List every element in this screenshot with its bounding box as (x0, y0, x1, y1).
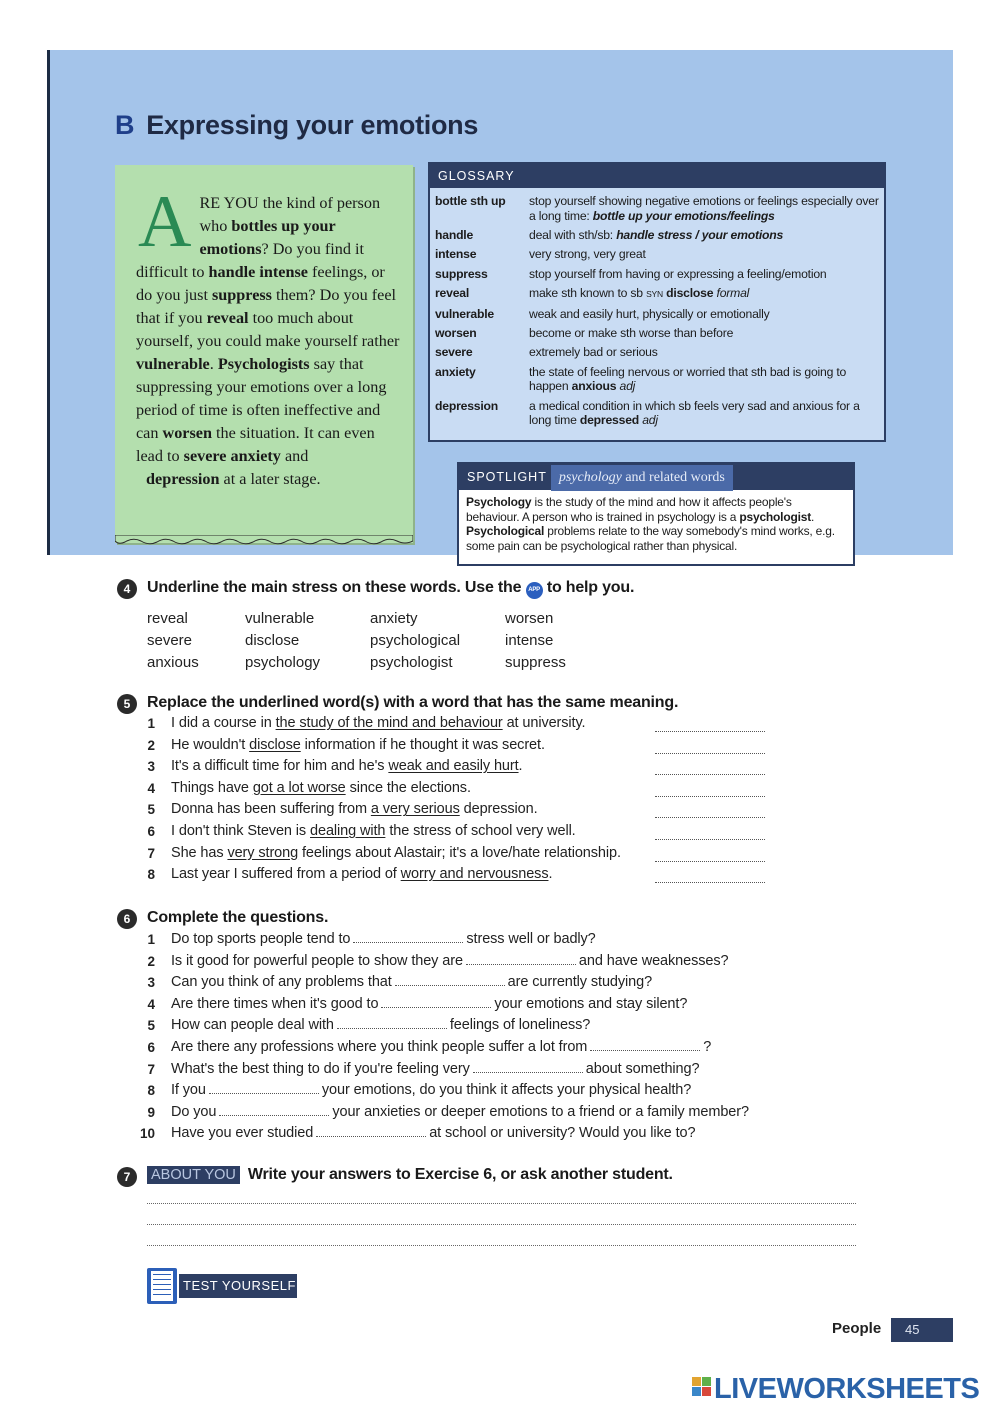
sentence-text: She has (171, 844, 228, 861)
exercise-5-sentence (171, 780, 471, 796)
exercise-7-title-text: Write your answers to Exercise 6, or ask another student. (247, 1166, 673, 1183)
exercise-5-item-number: 5 (147, 802, 155, 818)
article-text: and (280, 447, 309, 465)
exercise-6-question (171, 996, 687, 1012)
question-text: your emotions, do you think it affects your physical health? (321, 1082, 692, 1099)
stress-word[interactable]: worsen (505, 610, 554, 627)
answer-blank[interactable] (655, 839, 765, 840)
article-text: RE YOU the kind of person who (199, 194, 381, 235)
question-text: Are there any professions where you think people suffer a lot from (171, 1039, 588, 1055)
spotlight-subtitle (551, 465, 733, 491)
sentence-text: feelings about Alastair; it's a love/hate relationship. (298, 844, 621, 861)
spotlight-body (459, 490, 853, 553)
question-text: at school or university? Would you like to? (429, 1125, 696, 1142)
sentence-text: information if he thought it was secret. (300, 736, 545, 753)
glossary-definition-text: very strong, very great (529, 247, 646, 262)
answer-blank[interactable] (655, 861, 765, 862)
article-keyword: reveal (206, 309, 249, 327)
exercise-6-item-number: 9 (147, 1104, 155, 1120)
glossary-definition-text: stop yourself from having or expressing a feeling/emotion (529, 266, 827, 281)
answer-blank[interactable] (395, 976, 505, 986)
exercise-4-title-a: Underline the main stress on these words. Use the (147, 579, 522, 596)
question-text: are currently studying? (507, 974, 653, 991)
article-tail-text: at a later stage. (219, 470, 321, 488)
stress-word[interactable]: psychological (370, 632, 461, 649)
article-keyword: handle intense (208, 263, 308, 281)
section-letter: B (115, 110, 135, 140)
exercise-5-sentence (171, 737, 545, 753)
exercise-4-title (147, 579, 634, 599)
glossary-definition (529, 399, 884, 433)
glossary-entry (435, 194, 884, 228)
intro-article (115, 165, 413, 543)
exercise-7-number: 7 (117, 1167, 137, 1187)
question-text: How can people deal with (171, 1017, 334, 1034)
glossary-definition-text: deal with sth/sb: (529, 227, 617, 242)
glossary-entry (435, 286, 884, 306)
exercise-6-question (171, 1125, 695, 1141)
glossary-term: suppress (435, 266, 488, 281)
underlined-phrase: the study of the mind and behaviour (275, 715, 503, 731)
app-icon[interactable]: APP (526, 582, 543, 599)
stress-word[interactable]: psychology (245, 654, 321, 671)
glossary-definition (529, 228, 884, 247)
exercise-5-sentence (171, 823, 576, 839)
exercise-6-question (171, 1017, 590, 1033)
sentence-text: depression. (459, 801, 538, 818)
spotlight-keyword: Psychology (466, 495, 532, 509)
spotlight-keyword: Psychological (466, 524, 545, 538)
exercise-5-item-number: 3 (147, 759, 155, 775)
spotlight-text: problems relate to the way somebody's mind works, e.g. some pain can be psychological rather than physical. (466, 524, 835, 553)
exercise-5-item-number: 7 (147, 845, 155, 861)
glossary-related-word: anxious (571, 379, 617, 394)
stress-word[interactable]: intense (505, 632, 554, 649)
answer-line-1[interactable] (147, 1203, 856, 1204)
glossary-definition (529, 326, 884, 345)
exercise-4-number: 4 (117, 579, 137, 599)
glossary-entry (435, 267, 884, 286)
sentence-text: I did a course in (171, 715, 276, 731)
underlined-phrase: dealing with (310, 823, 386, 839)
glossary-box (428, 162, 886, 442)
answer-blank[interactable] (381, 998, 491, 1008)
answer-blank[interactable] (209, 1084, 319, 1094)
exercise-6-item-number: 2 (147, 953, 155, 969)
underlined-phrase: weak and easily hurt (388, 758, 519, 775)
exercise-5-item-number: 1 (147, 716, 155, 731)
exercise-6-title: Complete the questions. (147, 909, 329, 926)
glossary-entry (435, 365, 884, 399)
article-keyword: Psychologists (217, 355, 310, 373)
question-text: your anxieties or deeper emotions to a friend or a family member? (332, 1103, 749, 1120)
question-text: Is it good for powerful people to show they are (171, 952, 463, 969)
liveworksheets-wordmark: LIVEWORKSHEETS (714, 1373, 980, 1405)
article-torn-edge (115, 535, 413, 549)
article-text: them? Do you feel that if you (136, 286, 397, 327)
exercise-6-question (171, 1104, 749, 1120)
test-yourself-label: TEST YOURSELF (179, 1274, 297, 1298)
underlined-phrase: very strong (227, 844, 299, 861)
exercise-6-question (171, 953, 728, 969)
article-text: say that suppressing your emotions over a long period of time is often ineffective and can (136, 355, 387, 442)
glossary-definition (529, 307, 884, 326)
question-text: If you (171, 1082, 206, 1099)
underlined-phrase: worry and nervousness (400, 866, 549, 883)
glossary-definition (529, 286, 884, 306)
glossary-heading: GLOSSARY (430, 164, 884, 188)
glossary-note: adj (619, 379, 636, 394)
glossary-definition-text: a medical condition in which sb feels very sad and anxious for a long time (529, 398, 860, 428)
spotlight-subtitle-italic: psychology (558, 470, 622, 485)
question-text: about something? (585, 1060, 700, 1077)
question-text: and have weaknesses? (578, 952, 729, 969)
article-keyword: suppress (212, 286, 272, 304)
exercise-6-question (171, 1061, 699, 1077)
answer-blank[interactable] (655, 753, 765, 754)
glossary-entry (435, 399, 884, 433)
exercise-6-question (171, 1039, 711, 1055)
answer-blank[interactable] (337, 1019, 447, 1029)
glossary-related-word: disclose (666, 286, 714, 301)
exercise-5-sentence (171, 801, 538, 817)
underlined-phrase: a very serious (370, 801, 460, 818)
glossary-example: bottle up your emotions/feelings (592, 208, 775, 223)
glossary-definition (529, 267, 884, 286)
glossary-definition-text: extremely bad or serious (529, 345, 658, 360)
article-text: feelings, or do you just (136, 263, 385, 304)
answer-blank[interactable] (466, 955, 576, 965)
glossary-note: adj (642, 413, 658, 428)
sentence-text: the stress of school very well. (385, 823, 576, 839)
stress-word[interactable]: suppress (505, 654, 566, 671)
exercise-5-title: Replace the underlined word(s) with a word that has the same meaning. (147, 694, 679, 711)
stress-word[interactable]: reveal (147, 610, 188, 627)
glossary-table (435, 194, 884, 433)
stress-word[interactable]: anxiety (370, 610, 418, 627)
exercise-5-item-number: 6 (147, 824, 155, 839)
section-title-text: Expressing your emotions (146, 110, 479, 140)
answer-blank[interactable] (655, 796, 765, 797)
exercise-6-question (171, 931, 596, 947)
exercise-5-item-number: 8 (147, 867, 155, 883)
spotlight-keyword: psychologist (739, 509, 811, 524)
stress-word[interactable]: severe (147, 632, 193, 649)
spotlight-text: . (811, 509, 815, 524)
glossary-term: worsen (435, 325, 477, 340)
exercise-6-item-number: 7 (147, 1061, 155, 1077)
question-text: Do top sports people tend to (171, 931, 351, 947)
article-text: the situation. It can even lead to (136, 424, 375, 465)
glossary-entry (435, 326, 884, 345)
glossary-term: handle (435, 227, 474, 242)
answer-blank[interactable] (353, 933, 463, 943)
underlined-phrase: disclose (249, 736, 301, 753)
stress-word[interactable]: disclose (245, 632, 300, 649)
glossary-term: bottle sth up (435, 194, 506, 208)
exercise-5-sentence (171, 845, 621, 861)
article-tail (136, 468, 401, 491)
footer-unit: People (832, 1320, 882, 1337)
question-text: Do you (171, 1103, 217, 1120)
glossary-entry (435, 228, 884, 247)
sentence-text: I don't think Steven is (171, 823, 311, 839)
exercise-6-item-number: 4 (147, 996, 155, 1012)
glossary-definition-text: the state of feeling nervous or worried that sth bad is going to happen (529, 364, 847, 394)
stress-word[interactable]: vulnerable (245, 610, 315, 627)
exercise-6-question (171, 1082, 691, 1098)
article-text: too much about yourself, you could make yourself rather (136, 309, 400, 350)
spotlight-subtitle-rest: and related words (621, 470, 725, 485)
exercise-7-title (147, 1166, 673, 1184)
sentence-text: at university. (502, 715, 586, 731)
exercise-6-item-number: 5 (147, 1018, 155, 1034)
question-text: Have you ever studied (171, 1125, 314, 1142)
question-text: stress well or badly? (466, 931, 596, 947)
notebook-icon (147, 1268, 177, 1304)
glossary-entry (435, 307, 884, 326)
question-text: Are there times when it's good to (171, 995, 379, 1012)
exercise-6-item-number: 6 (147, 1040, 155, 1055)
answer-blank[interactable] (473, 1063, 583, 1073)
exercise-6-item-number: 8 (147, 1083, 155, 1099)
answer-blank[interactable] (655, 731, 765, 732)
article-text: . (209, 355, 218, 373)
glossary-note: formal (716, 286, 750, 301)
question-text: Can you think of any problems that (171, 974, 392, 991)
liveworksheets-logo-icon (692, 1377, 712, 1397)
exercise-5-item-number: 2 (147, 737, 155, 753)
exercise-6-number: 6 (117, 909, 137, 929)
footer-page-number: 45 (891, 1318, 953, 1342)
about-you-tag: ABOUT YOU (147, 1166, 240, 1184)
sentence-text: Last year I suffered from a period of (171, 866, 401, 883)
spotlight-box (457, 462, 855, 566)
article-keyword: worsen (162, 424, 212, 442)
glossary-term: severe (435, 345, 473, 360)
glossary-entry (435, 247, 884, 266)
article-tail-bold: depression (146, 470, 220, 488)
answer-blank[interactable] (590, 1041, 700, 1051)
exercise-6-item-number: 10 (139, 1126, 155, 1142)
question-text: ? (703, 1039, 712, 1055)
sentence-text: Donna has been suffering from (171, 801, 371, 818)
section-title (115, 110, 478, 141)
exercise-5-sentence (171, 715, 586, 731)
glossary-definition (529, 194, 884, 228)
glossary-definition (529, 365, 884, 399)
glossary-syn-label: SYN (646, 289, 663, 300)
answer-blank[interactable] (655, 774, 765, 775)
answer-blank[interactable] (655, 882, 765, 883)
glossary-definition (529, 247, 884, 266)
sentence-text: It's a difficult time for him and he's (171, 758, 389, 775)
exercise-6-item-number: 1 (147, 932, 155, 947)
article-keyword: severe anxiety (183, 447, 281, 465)
answer-blank[interactable] (316, 1127, 426, 1137)
article-dropcap: A (138, 181, 192, 263)
glossary-term: depression (435, 398, 499, 413)
glossary-definition-text: become or make sth worse than before (529, 325, 734, 340)
answer-line-3[interactable] (147, 1245, 856, 1246)
question-text: What's the best thing to do if you're feeling very (171, 1060, 470, 1077)
exercise-6-question (171, 974, 652, 990)
glossary-definition-text: stop yourself showing negative emotions or feelings especially over a long time: (529, 194, 879, 223)
article-keyword: bottles up your emotions (199, 217, 336, 258)
sentence-text: He wouldn't (171, 736, 250, 753)
glossary-term: anxiety (435, 364, 476, 379)
sentence-text: Things have (171, 779, 253, 796)
glossary-example: handle stress / your emotions (616, 227, 784, 242)
exercise-5-sentence (171, 758, 522, 774)
spotlight-text: is the study of the mind and how it affects people's behaviour. A person who is trained in psychology is a (466, 495, 792, 524)
sentence-text: . (548, 866, 553, 883)
spotlight-heading (459, 464, 853, 490)
glossary-term: vulnerable (435, 306, 494, 321)
glossary-term: intense (435, 247, 477, 262)
exercise-5-number: 5 (117, 694, 137, 714)
glossary-definition-text: make sth known to sb (529, 286, 647, 301)
question-text: your emotions and stay silent? (494, 995, 688, 1012)
glossary-definition-text: weak and easily hurt, physically or emotionally (529, 306, 770, 321)
answer-blank[interactable] (219, 1106, 329, 1116)
article-text: ? Do you find it difficult to (136, 240, 365, 281)
article-keyword: vulnerable (136, 355, 210, 373)
glossary-entry (435, 345, 884, 364)
glossary-term: reveal (435, 286, 470, 301)
exercise-4-title-b: to help you. (546, 579, 635, 596)
stress-word[interactable]: anxious (147, 654, 199, 671)
exercise-5-sentence (171, 866, 552, 882)
sentence-text: since the elections. (345, 779, 471, 796)
exercise-5-item-number: 4 (147, 780, 155, 796)
glossary-related-word: depressed (579, 413, 640, 428)
sentence-text: . (518, 758, 523, 775)
glossary-definition (529, 345, 884, 364)
underlined-phrase: got a lot worse (252, 779, 346, 796)
spotlight-label: SPOTLIGHT (467, 470, 547, 484)
stress-word[interactable]: psychologist (370, 654, 453, 671)
answer-line-2[interactable] (147, 1224, 856, 1225)
exercise-6-item-number: 3 (147, 975, 155, 991)
question-text: feelings of loneliness? (449, 1017, 591, 1034)
answer-blank[interactable] (655, 817, 765, 818)
